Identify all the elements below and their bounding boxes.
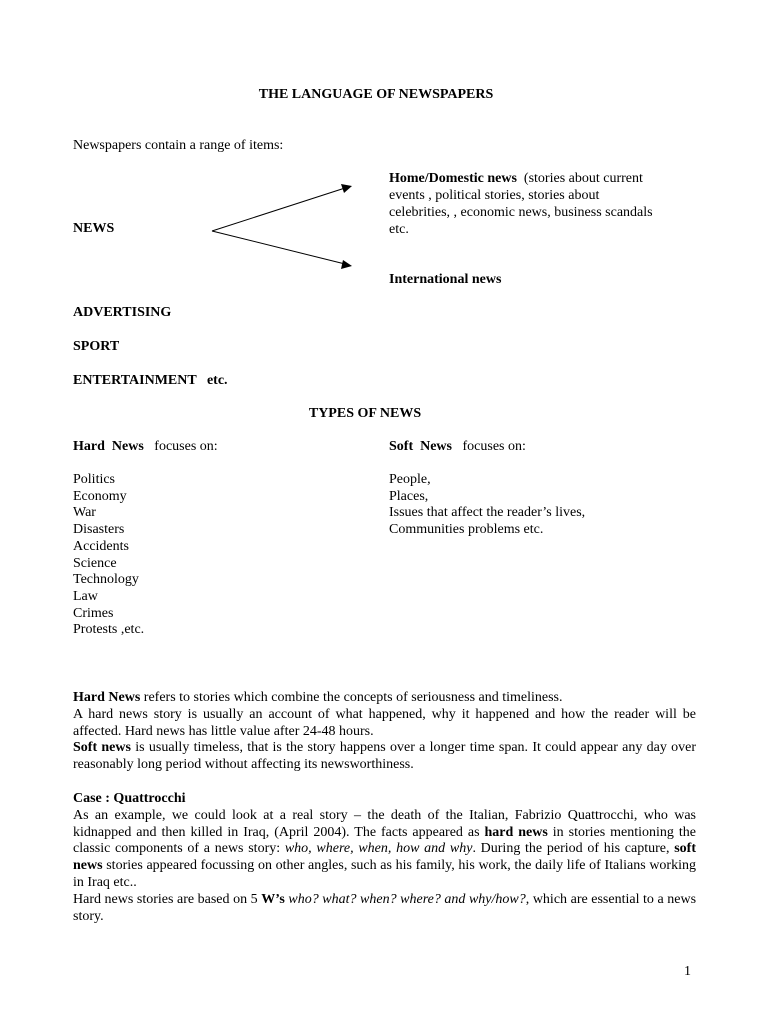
home-news-desc-4: etc. xyxy=(389,222,409,237)
hard-news-heading xyxy=(73,438,218,455)
hard-news-label: Hard News xyxy=(73,439,144,454)
hard-news-focus: focuses on: xyxy=(154,439,218,454)
list-item: Law xyxy=(73,588,98,604)
list-item: Issues that affect the reader’s lives, xyxy=(389,505,586,521)
list-item: Technology xyxy=(73,572,139,588)
case-text-7: , which are essential to a news story. xyxy=(73,891,697,924)
list-item: War xyxy=(73,505,96,521)
list-item: Disasters xyxy=(73,522,125,538)
case-ws xyxy=(73,892,696,926)
home-news-heading: Home/Domestic news xyxy=(389,171,517,186)
list-item: People, xyxy=(389,472,431,487)
news-label: NEWS xyxy=(73,221,115,236)
case-italic-components: who, where, when, how and why xyxy=(284,841,473,857)
list-item: Economy xyxy=(73,488,127,504)
case-body xyxy=(73,808,696,892)
arrow-diagram xyxy=(0,0,768,300)
home-news-desc-2: events , political stories, stories about xyxy=(389,188,600,203)
soft-news-definition-text: is usually timeless, that is the story happens over a longer time span. It could appear any day over reasonably long period without affecting its newsworthiness. xyxy=(73,740,697,773)
soft-news-term: Soft news xyxy=(73,740,131,756)
list-item: Communities problems etc. xyxy=(389,522,544,538)
case-bold-soft-news: soft news xyxy=(73,841,696,874)
soft-news-label: Soft News xyxy=(389,439,452,454)
case-text-4: stories appeared focussing on other angles, such as his family, his work, the daily life of Italians working in Iraq etc.. xyxy=(73,858,696,890)
list-item: Crimes xyxy=(73,605,114,621)
hard-news-explanation: A hard news story is usually an account of what happened, why it happened and how the reader will be affected. Hard news has little value after 24-48 hours. xyxy=(73,706,696,739)
hard-news-term: Hard News xyxy=(73,690,141,705)
international-news: International news xyxy=(389,272,502,287)
intro-text: Newspapers contain a range of items: xyxy=(73,138,284,153)
case-text-2: in stories mentioning the classic components of a news story: xyxy=(73,824,696,857)
case-text-1: As an example, we could look at a real story – the death of the Italian, Fabrizio Quattrocchi, who was kidnapped and then killed in Iraq, (April 2004). The facts appeared as xyxy=(73,807,696,840)
arrow-up-line xyxy=(212,188,345,231)
home-news-desc-3: celebrities, , economic news, business scandals xyxy=(389,205,653,220)
hard-news-definition xyxy=(73,690,696,707)
list-item: Places, xyxy=(389,488,429,504)
page-title: THE LANGUAGE OF NEWSPAPERS xyxy=(258,87,494,102)
soft-news-definition xyxy=(73,740,696,774)
category-advertising: ADVERTISING xyxy=(73,305,172,320)
case-text-5: Hard news stories are based on 5 xyxy=(73,891,262,907)
case-italic-questions: who? what? when? where? and why/how? xyxy=(288,891,526,907)
category-entertainment: ENTERTAINMENT etc. xyxy=(73,373,228,388)
arrow-up-head xyxy=(341,184,352,193)
case-text-3: . During the period of his capture, xyxy=(472,841,675,857)
soft-news-focus: focuses on: xyxy=(462,439,526,454)
definitions-paragraph xyxy=(73,690,696,774)
category-sport: SPORT xyxy=(73,339,120,354)
list-item: Science xyxy=(73,555,117,571)
list-item: Protests ,etc. xyxy=(73,622,145,638)
arrow-down-line xyxy=(212,231,345,264)
soft-news-heading xyxy=(389,438,526,455)
case-heading: Case : Quattrocchi xyxy=(73,791,186,806)
list-item: Accidents xyxy=(73,538,129,554)
case-paragraph xyxy=(73,791,696,925)
list-item: Politics xyxy=(73,472,116,487)
hard-news-list xyxy=(73,472,144,639)
hard-news-definition-text: refers to stories which combine the concepts of seriousness and timeliness. xyxy=(140,690,563,705)
types-heading: TYPES OF NEWS xyxy=(308,406,422,421)
case-bold-ws: W’s xyxy=(261,891,285,907)
arrow-down-head xyxy=(341,260,352,269)
case-bold-hard-news: hard news xyxy=(484,824,548,840)
home-news-line1 xyxy=(389,170,643,187)
home-news-desc-1: (stories about current xyxy=(523,171,643,186)
page-number: 1 xyxy=(684,964,691,979)
soft-news-list xyxy=(389,472,585,539)
